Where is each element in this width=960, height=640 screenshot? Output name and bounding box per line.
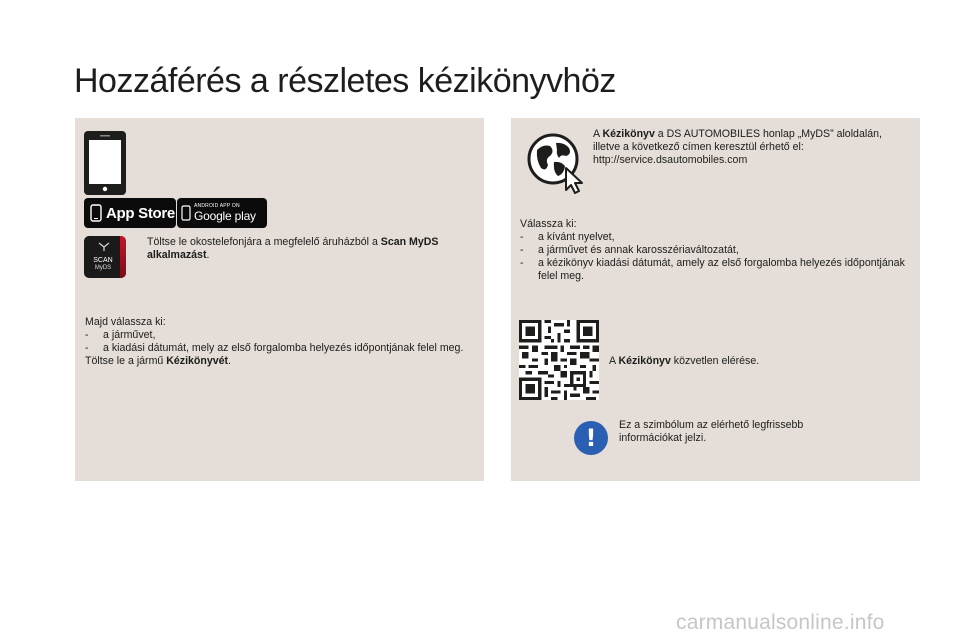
download-app-name: Scan MyDS alkalmazást: [147, 236, 439, 261]
scan-myds-app-icon: [84, 236, 126, 278]
left-panel: [75, 118, 484, 481]
list-dash: -: [520, 231, 524, 243]
page-title: Hozzáférés a részletes kézikönyvhöz: [74, 62, 616, 100]
globe-cursor-icon: [526, 132, 588, 194]
list-dash: -: [520, 244, 524, 256]
list-item-text: a kívánt nyelvet,: [538, 231, 615, 243]
list-item: [85, 342, 470, 355]
list-item: [520, 231, 905, 244]
download-instruction: [147, 236, 467, 262]
list-item: [85, 329, 470, 342]
list-item-text: a járművet és annak karosszériaváltozatát,: [538, 244, 739, 256]
ds-logo-icon: [98, 242, 110, 252]
google-play-small-label: ANDROID APP ON: [194, 203, 240, 209]
web-bold: Kézikönyv: [602, 128, 655, 140]
left-select-list: [85, 329, 470, 355]
list-item: [520, 244, 905, 257]
app-icon-line1: SCAN: [93, 257, 113, 264]
qr-bold: Kézikönyv: [618, 355, 671, 367]
right-select-intro: Válassza ki:: [520, 218, 577, 230]
web-access-text: [593, 128, 908, 167]
smartphone-icon: [84, 131, 126, 195]
web-text: a DS AUTOMOBILES honlap „MyDS” aloldalán, illetve a következő címen keresztül érhető el:: [593, 128, 882, 153]
notice-text: Ez a szimbólum az elérhető legfrissebb információkat jelzi.: [619, 419, 804, 444]
list-dash: -: [520, 257, 524, 269]
list-item-text: a kiadási dátumát, mely az első forgalomba helyezés időpontjának felel meg.: [103, 342, 464, 354]
qr-prefix: A: [609, 355, 619, 367]
download-text: Töltse le okostelefonjára a megfelelő áruházból a: [147, 236, 381, 248]
left-final-line: [85, 355, 470, 368]
left-select-block: [85, 316, 470, 368]
app-store-badge[interactable]: [84, 198, 176, 228]
final-end: .: [228, 355, 232, 367]
web-prefix: A: [593, 128, 603, 140]
list-item-text: a járművet,: [103, 329, 156, 341]
google-play-icon: [181, 205, 191, 221]
qr-code[interactable]: [519, 320, 599, 400]
qr-access-text: [609, 355, 909, 368]
right-select-block: [520, 218, 905, 283]
app-store-label: App Store: [106, 204, 175, 222]
left-select-intro: Majd válassza ki:: [85, 316, 166, 328]
final-bold: Kézikönyvét: [166, 355, 229, 367]
list-item-text: a kézikönyv kiadási dátumát, amely az első forgalomba helyezés időpontjának felel meg.: [538, 257, 905, 282]
google-play-label: Google play: [194, 209, 256, 223]
right-select-list: [520, 231, 905, 283]
list-dash: -: [85, 342, 89, 354]
watermark: carmanualsonline.info: [676, 611, 885, 634]
final-text: Töltse le a jármű: [85, 355, 167, 367]
qr-text: közvetlen elérése.: [670, 355, 760, 367]
exclamation-icon: !: [574, 421, 608, 455]
google-play-badge[interactable]: [177, 198, 267, 228]
app-icon-line2: MyDS: [94, 265, 112, 271]
apple-logo-icon: [90, 204, 102, 222]
web-url-link[interactable]: http://service.dsautomobiles.com: [593, 154, 748, 166]
list-item: [520, 257, 905, 283]
download-end: .: [206, 249, 210, 261]
list-dash: -: [85, 329, 89, 341]
